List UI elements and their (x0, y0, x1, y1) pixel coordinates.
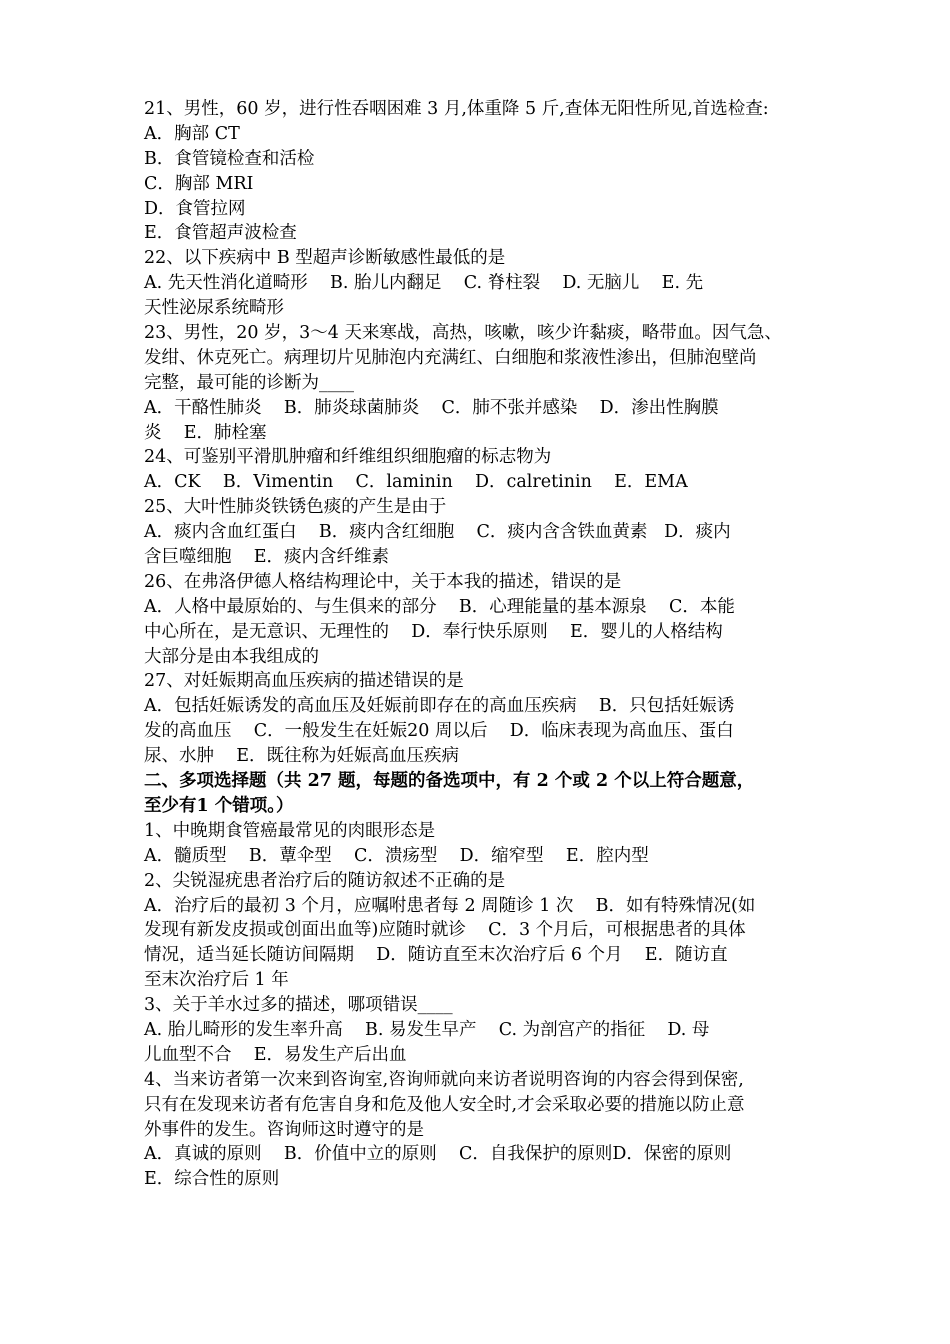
question-26-options: A．人格中最原始的、与生俱来的部分 B．心理能量的基本源泉 C．本能 (144, 596, 735, 617)
question-24-stem: 24、可鉴别平滑肌肿瘤和纤维组织细胞瘤的标志物为 (144, 447, 552, 468)
question-m4-stem: 4、当来访者第一次来到咨询室,咨询师就向来访者说明咨询的内容会得到保密, (144, 1069, 744, 1090)
question-m2-options-cont: 发现有新发皮损或创面出血等)应随时就诊 C．3 个月后，可根据患者的具体 (144, 920, 746, 941)
question-21-option-c: C．胸部 MRI (144, 173, 254, 194)
question-22-options: A. 先天性消化道畸形 B. 胎儿内翻足 C. 脊柱裂 D. 无脑儿 E. 先 (144, 273, 704, 294)
question-27-options-cont: 发的高血压 C．一般发生在妊娠20 周以后 D．临床表现为高血压、蛋白 (144, 721, 734, 742)
question-m1-options: A．髓质型 B．蕈伞型 C．溃疡型 D．缩窄型 E．腔内型 (144, 845, 649, 866)
question-24-options: A．CK B．Vimentin C．laminin D．calretinin E．EMA (144, 472, 688, 493)
question-21-option-a: A．胸部 CT (144, 123, 240, 144)
question-25-options-cont: 含巨噬细胞 E．痰内含纤维素 (144, 547, 390, 568)
question-23-stem-cont: 完整，最可能的诊断为____ (144, 372, 354, 393)
document-page (144, 97, 812, 1192)
question-26-options-cont: 中心所在，是无意识、无理性的 D．奉行快乐原则 E．婴儿的人格结构 (144, 621, 723, 642)
question-27-options: A．包括妊娠诱发的高血压及妊娠前即存在的高血压疾病 B．只包括妊娠诱 (144, 696, 735, 717)
question-22-stem: 22、以下疾病中 B 型超声诊断敏感性最低的是 (144, 248, 506, 269)
question-26-stem: 26、在弗洛伊德人格结构理论中，关于本我的描述，错误的是 (144, 571, 622, 592)
question-m3-stem: 3、关于羊水过多的描述，哪项错误____ (144, 995, 453, 1016)
question-23-stem: 23、男性，20 岁，3～4 天来寒战，高热，咳嗽，咳少许黏痰，略带血。因气急、 (144, 323, 782, 344)
section-heading-cont: 至少有1 个错项。） (144, 795, 294, 816)
question-m2-options: A．治疗后的最初 3 个月，应嘱咐患者每 2 周随诊 1 次 B．如有特殊情况(如 (144, 895, 756, 916)
question-21-option-e: E．食管超声波检查 (144, 223, 297, 244)
question-21-option-b: B．食管镜检查和活检 (144, 148, 315, 169)
question-m4-stem-cont: 外事件的发生。咨询师这时遵守的是 (144, 1119, 424, 1140)
question-21-stem: 21、男性，60 岁，进行性吞咽困难 3 月,体重降 5 斤,查体无阳性所见,首选检查: (144, 99, 769, 119)
question-21-option-d: D．食管拉网 (144, 198, 246, 219)
question-25-options: A．痰内含血红蛋白 B．痰内含红细胞 C．痰内含含铁血黄素 D．痰内 (144, 522, 731, 543)
question-23-options-cont: 炎 E．肺栓塞 (144, 422, 267, 443)
question-25-stem: 25、大叶性肺炎铁锈色痰的产生是由于 (144, 497, 447, 518)
question-22-options-cont: 天性泌尿系统畸形 (144, 298, 284, 319)
question-m2-stem: 2、尖锐湿疣患者治疗后的随访叙述不正确的是 (144, 870, 506, 891)
question-27-stem: 27、对妊娠期高血压疾病的描述错误的是 (144, 671, 464, 692)
question-27-options-cont: 尿、水肿 E．既往称为妊娠高血压疾病 (144, 746, 460, 767)
question-m2-options-cont: 情况，适当延长随访间隔期 D．随访直至末次治疗后 6 个月 E．随访直 (144, 945, 728, 966)
question-m3-options-cont: 儿血型不合 E．易发生产后出血 (144, 1044, 407, 1065)
section-heading: 二、多项选择题（共 27 题，每题的备选项中，有 2 个或 2 个以上符合题意， (144, 771, 755, 792)
question-23-options: A．干酪性肺炎 B．肺炎球菌肺炎 C．肺不张并感染 D．渗出性胸膜 (144, 397, 719, 418)
question-23-stem-cont: 发绀、休克死亡。病理切片见肺泡内充满红、白细胞和浆液性渗出，但肺泡壁尚 (144, 347, 757, 368)
question-m2-options-cont: 至末次治疗后 1 年 (144, 970, 289, 991)
question-m4-options: A．真诚的原则 B．价值中立的原则 C．自我保护的原则D．保密的原则 (144, 1144, 732, 1165)
question-26-options-cont: 大部分是由本我组成的 (144, 646, 319, 667)
question-m4-options-cont: E．综合性的原则 (144, 1169, 280, 1190)
question-m1-stem: 1、中晚期食管癌最常见的肉眼形态是 (144, 820, 436, 841)
question-m4-stem-cont: 只有在发现来访者有危害自身和危及他人安全时,才会采取必要的措施以防止意 (144, 1094, 745, 1115)
question-m3-options: A. 胎儿畸形的发生率升高 B. 易发生早产 C. 为剖宫产的指征 D. 母 (144, 1019, 710, 1040)
